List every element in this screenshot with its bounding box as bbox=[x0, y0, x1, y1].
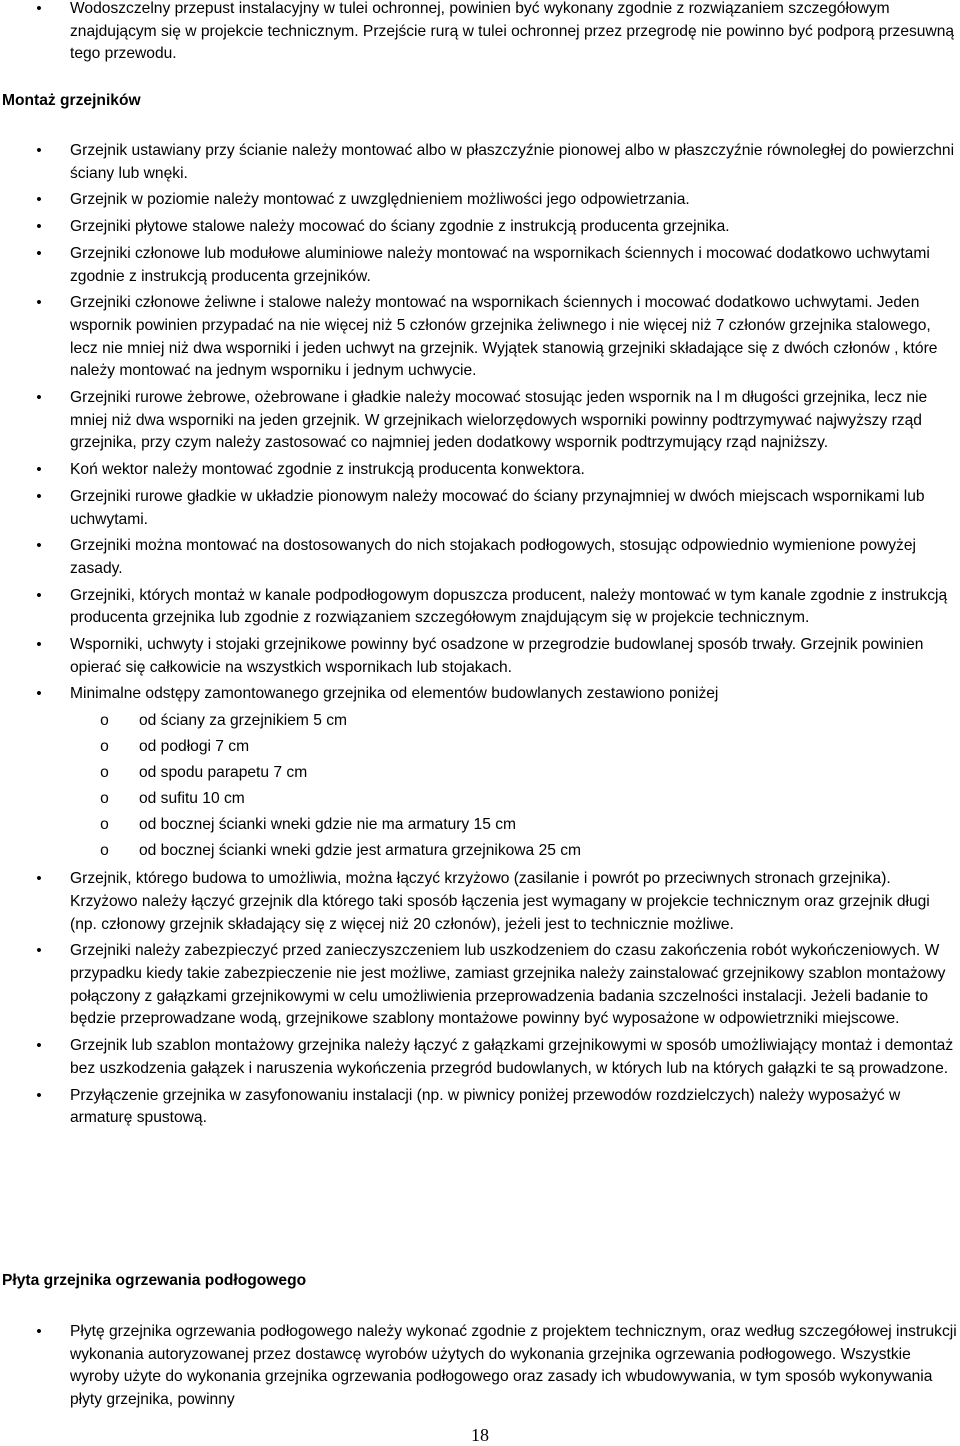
list-item bbox=[0, 868, 960, 936]
page-number: 18 bbox=[471, 1425, 489, 1445]
sublist-item-text: od bocznej ścianki wneki gdzie jest armatura grzejnikowa 25 cm bbox=[139, 842, 582, 860]
bullet-icon: • bbox=[36, 487, 42, 505]
list-item bbox=[0, 634, 960, 679]
list-item-text: Wodoszczelny przepust instalacyjny w tulei ochronnej, powinien być wykonany zgodnie z rozwiązaniem szczegółowym znajdującym się w projekcie technicznym. Przejście rurą w tulei ochronnej przez przegrodę nie powinno być podporą przesuwną tego przewodu. bbox=[70, 0, 955, 63]
list-item-text: Wsporniki, uchwyty i stojaki grzejnikowe powinny być osadzone w przegrodzie budowlanej sposób trwały. Grzejnik powinien opierać się całkowicie na wszystkich wspornikach lub stojakach. bbox=[70, 636, 924, 676]
sublist-item bbox=[70, 812, 958, 838]
list-item-text: Grzejnik w poziomie należy montować z uwzględnieniem możliwości jego odpowietrzania. bbox=[70, 191, 690, 209]
bullet-icon: • bbox=[36, 870, 42, 888]
sublist-item-text: od sufitu 10 cm bbox=[139, 790, 245, 808]
list-item bbox=[0, 940, 960, 1031]
bullet-icon: • bbox=[36, 191, 42, 209]
sub-bullet-icon: o bbox=[100, 816, 109, 834]
bullet-icon: • bbox=[36, 461, 42, 479]
sub-bullet-icon: o bbox=[100, 842, 109, 860]
sublist-item-text: od ściany za grzejnikiem 5 cm bbox=[139, 712, 347, 730]
bullet-icon: • bbox=[36, 636, 42, 654]
sublist-item bbox=[70, 838, 958, 864]
list-item bbox=[0, 459, 960, 482]
list-item bbox=[0, 535, 960, 580]
sub-bullet-icon: o bbox=[100, 764, 109, 782]
bullet-icon: • bbox=[36, 586, 42, 604]
list-item bbox=[0, 683, 960, 864]
sublist-item bbox=[70, 734, 958, 760]
bullet-icon: • bbox=[36, 942, 42, 960]
bullet-icon: • bbox=[36, 294, 42, 312]
sub-bullet-icon: o bbox=[100, 712, 109, 730]
list-item-text: Grzejnik ustawiany przy ścianie należy montować albo w płaszczyźnie pionowej albo w płaszczyźnie równoległej do powierzchni ściany lub wnęki. bbox=[70, 142, 955, 182]
sublist-item-text: od podłogi 7 cm bbox=[139, 738, 250, 756]
list-item bbox=[0, 0, 960, 66]
sub-bullet-icon: o bbox=[100, 790, 109, 808]
sublist-item-text: od spodu parapetu 7 cm bbox=[139, 764, 308, 782]
section-heading: Montaż grzejników bbox=[2, 92, 141, 109]
bullet-icon: • bbox=[36, 685, 42, 703]
section-heading: Płyta grzejnika ogrzewania podłogowego bbox=[2, 1272, 307, 1289]
bullet-icon: • bbox=[36, 1323, 42, 1340]
list-item bbox=[0, 1321, 960, 1412]
list-item-text: Grzejnik, którego budowa to umożliwia, można łączyć krzyżowo (zasilanie i powrót po przeciwnych stronach grzejnika). Krzyżowo należy łączyć grzejnik dla którego taki sposób łączenia jest wymagany w projekcie technicznym oraz grzejnik długi (np. członowy grzejnik składający się z więcej niż 20 członów), jeżeli jest to technicznie możliwe. bbox=[70, 870, 930, 933]
bullet-icon: • bbox=[36, 1037, 42, 1055]
section2-list bbox=[0, 1321, 960, 1412]
list-item bbox=[0, 140, 960, 185]
list-item-text: Grzejniki rurowe żebrowe, ożebrowane i gładkie należy mocować stosując jeden wspornik na l m długości grzejnika, lecz nie mniej niż dwa wsporniki na jeden grzejnik. W grzejnikach wielorzędowych wsporniki powinny podtrzymywać najwyższy rząd grzejnika, przy czym należy zastosować co najmniej jeden dodatkowy wspornik podtrzymujący rząd najniższy. bbox=[70, 389, 928, 452]
list-item-text: Grzejniki, których montaż w kanale podpodłogowym dopuszcza producent, należy montować w tym kanale zgodnie z instrukcją producenta grzejnika lub zgodnie z rozwiązaniem szczegółowym znajdującym się w projekcie technicznym. bbox=[70, 586, 948, 627]
list-item bbox=[0, 486, 960, 531]
list-item-text: Koń wektor należy montować zgodnie z instrukcją producenta konwektora. bbox=[70, 461, 585, 479]
list-item bbox=[0, 1085, 960, 1130]
list-item-text: Grzejniki rurowe gładkie w układzie pionowym należy mocować do ściany przynajmniej w dwóch miejscach wspornikami lub uchwytami. bbox=[70, 487, 925, 528]
sublist-item-text: od bocznej ścianki wneki gdzie nie ma armatury 15 cm bbox=[139, 816, 517, 834]
list-item-text: Grzejniki należy zabezpieczyć przed zanieczyszczeniem lub uszkodzeniem do czasu zakończenia robót wykończeniowych. W przypadku kiedy takie zabezpieczenie nie jest możliwe, zamiast grzejnika należy zainstalować grzejnikowy szablon montażowy połączony z gałązkami grzejnikowymi w celu umożliwienia przeprowadzenia badania szczelności instalacji. Jeżeli badanie to będzie przeprowadzane wodą, grzejnikowe szablony montażowe powinny być wyposażone w odpowietrzniki miejscowe. bbox=[70, 942, 946, 1028]
list-item bbox=[0, 292, 960, 383]
sublist-item bbox=[70, 708, 958, 734]
list-item-text: Grzejniki można montować na dostosowanych do nich stojakach podłogowych, stosując odpowiednio wymienione powyżej zasady. bbox=[70, 537, 916, 577]
bullet-icon: • bbox=[36, 0, 42, 17]
list-item bbox=[0, 243, 960, 288]
list-item-text: Płytę grzejnika ogrzewania podłogowego należy wykonać zgodnie z projektem technicznym, oraz według szczegółowej instrukcji wykonania autoryzowanej przez dostawcę wyrobów użytych do wykonania grzejnika ogrzewania podłogowego. Wszystkie wyroby użyte do wykonania grzejnika ogrzewania podłogowego oraz zasady ich wbudowywania, w tym sposób wykonywania płyty grzejnika, powinny bbox=[70, 1323, 957, 1409]
list-item-text: Grzejniki członowe żeliwne i stalowe należy montować na wspornikach ściennych i mocować dodatkowo uchwytami. Jeden wspornik powinien przypadać na nie więcej niż 5 członów grzejnika żeliwnego i nie więcej niż 7 członów grzejnika stalowego, lecz nie mniej niż dwa wsporniki i jeden uchwyt na grzejnik. Wyjątek stanowią grzejniki składające się z dwóch członów , które należy montować na jednym wsporniku i jednym uchwycie. bbox=[70, 294, 938, 380]
list-item-text: Minimalne odstępy zamontowanego grzejnika od elementów budowlanych zestawiono poniżej bbox=[70, 685, 719, 703]
bullet-icon: • bbox=[36, 537, 42, 555]
bullet-icon: • bbox=[36, 389, 42, 407]
bullet-icon: • bbox=[36, 244, 42, 262]
sublist-item bbox=[70, 786, 958, 812]
list-item bbox=[0, 216, 960, 239]
bullet-icon: • bbox=[36, 218, 42, 236]
list-item bbox=[0, 387, 960, 455]
list-item bbox=[0, 189, 960, 212]
section1-list bbox=[0, 140, 960, 1130]
clearance-sublist bbox=[70, 708, 958, 864]
list-item-text: Grzejnik lub szablon montażowy grzejnika należy łączyć z gałązkami grzejnikowymi w sposób umożliwiający montaż i demontaż bez uszkodzenia gałązek i naruszenia wykończenia przegród budowlanych, w których lub na których gałązki te są prowadzone. bbox=[70, 1037, 954, 1077]
bullet-icon: • bbox=[36, 142, 42, 159]
list-item-text: Grzejniki płytowe stalowe należy mocować do ściany zgodnie z instrukcją producenta grzejnika. bbox=[70, 218, 730, 236]
intro-list bbox=[0, 0, 960, 66]
list-item-text: Grzejniki członowe lub modułowe aluminiowe należy montować na wspornikach ściennych i mocować dodatkowo uchwytami zgodnie z instrukcją producenta grzejników. bbox=[70, 244, 930, 285]
bullet-icon: • bbox=[36, 1086, 42, 1104]
list-item-text: Przyłączenie grzejnika w zasyfonowaniu instalacji (np. w piwnicy poniżej przewodów rozdzielczych) należy wyposażyć w armaturę spustową. bbox=[70, 1086, 901, 1127]
sub-bullet-icon: o bbox=[100, 738, 109, 756]
list-item bbox=[0, 585, 960, 630]
sublist-item bbox=[70, 760, 958, 786]
list-item bbox=[0, 1035, 960, 1080]
